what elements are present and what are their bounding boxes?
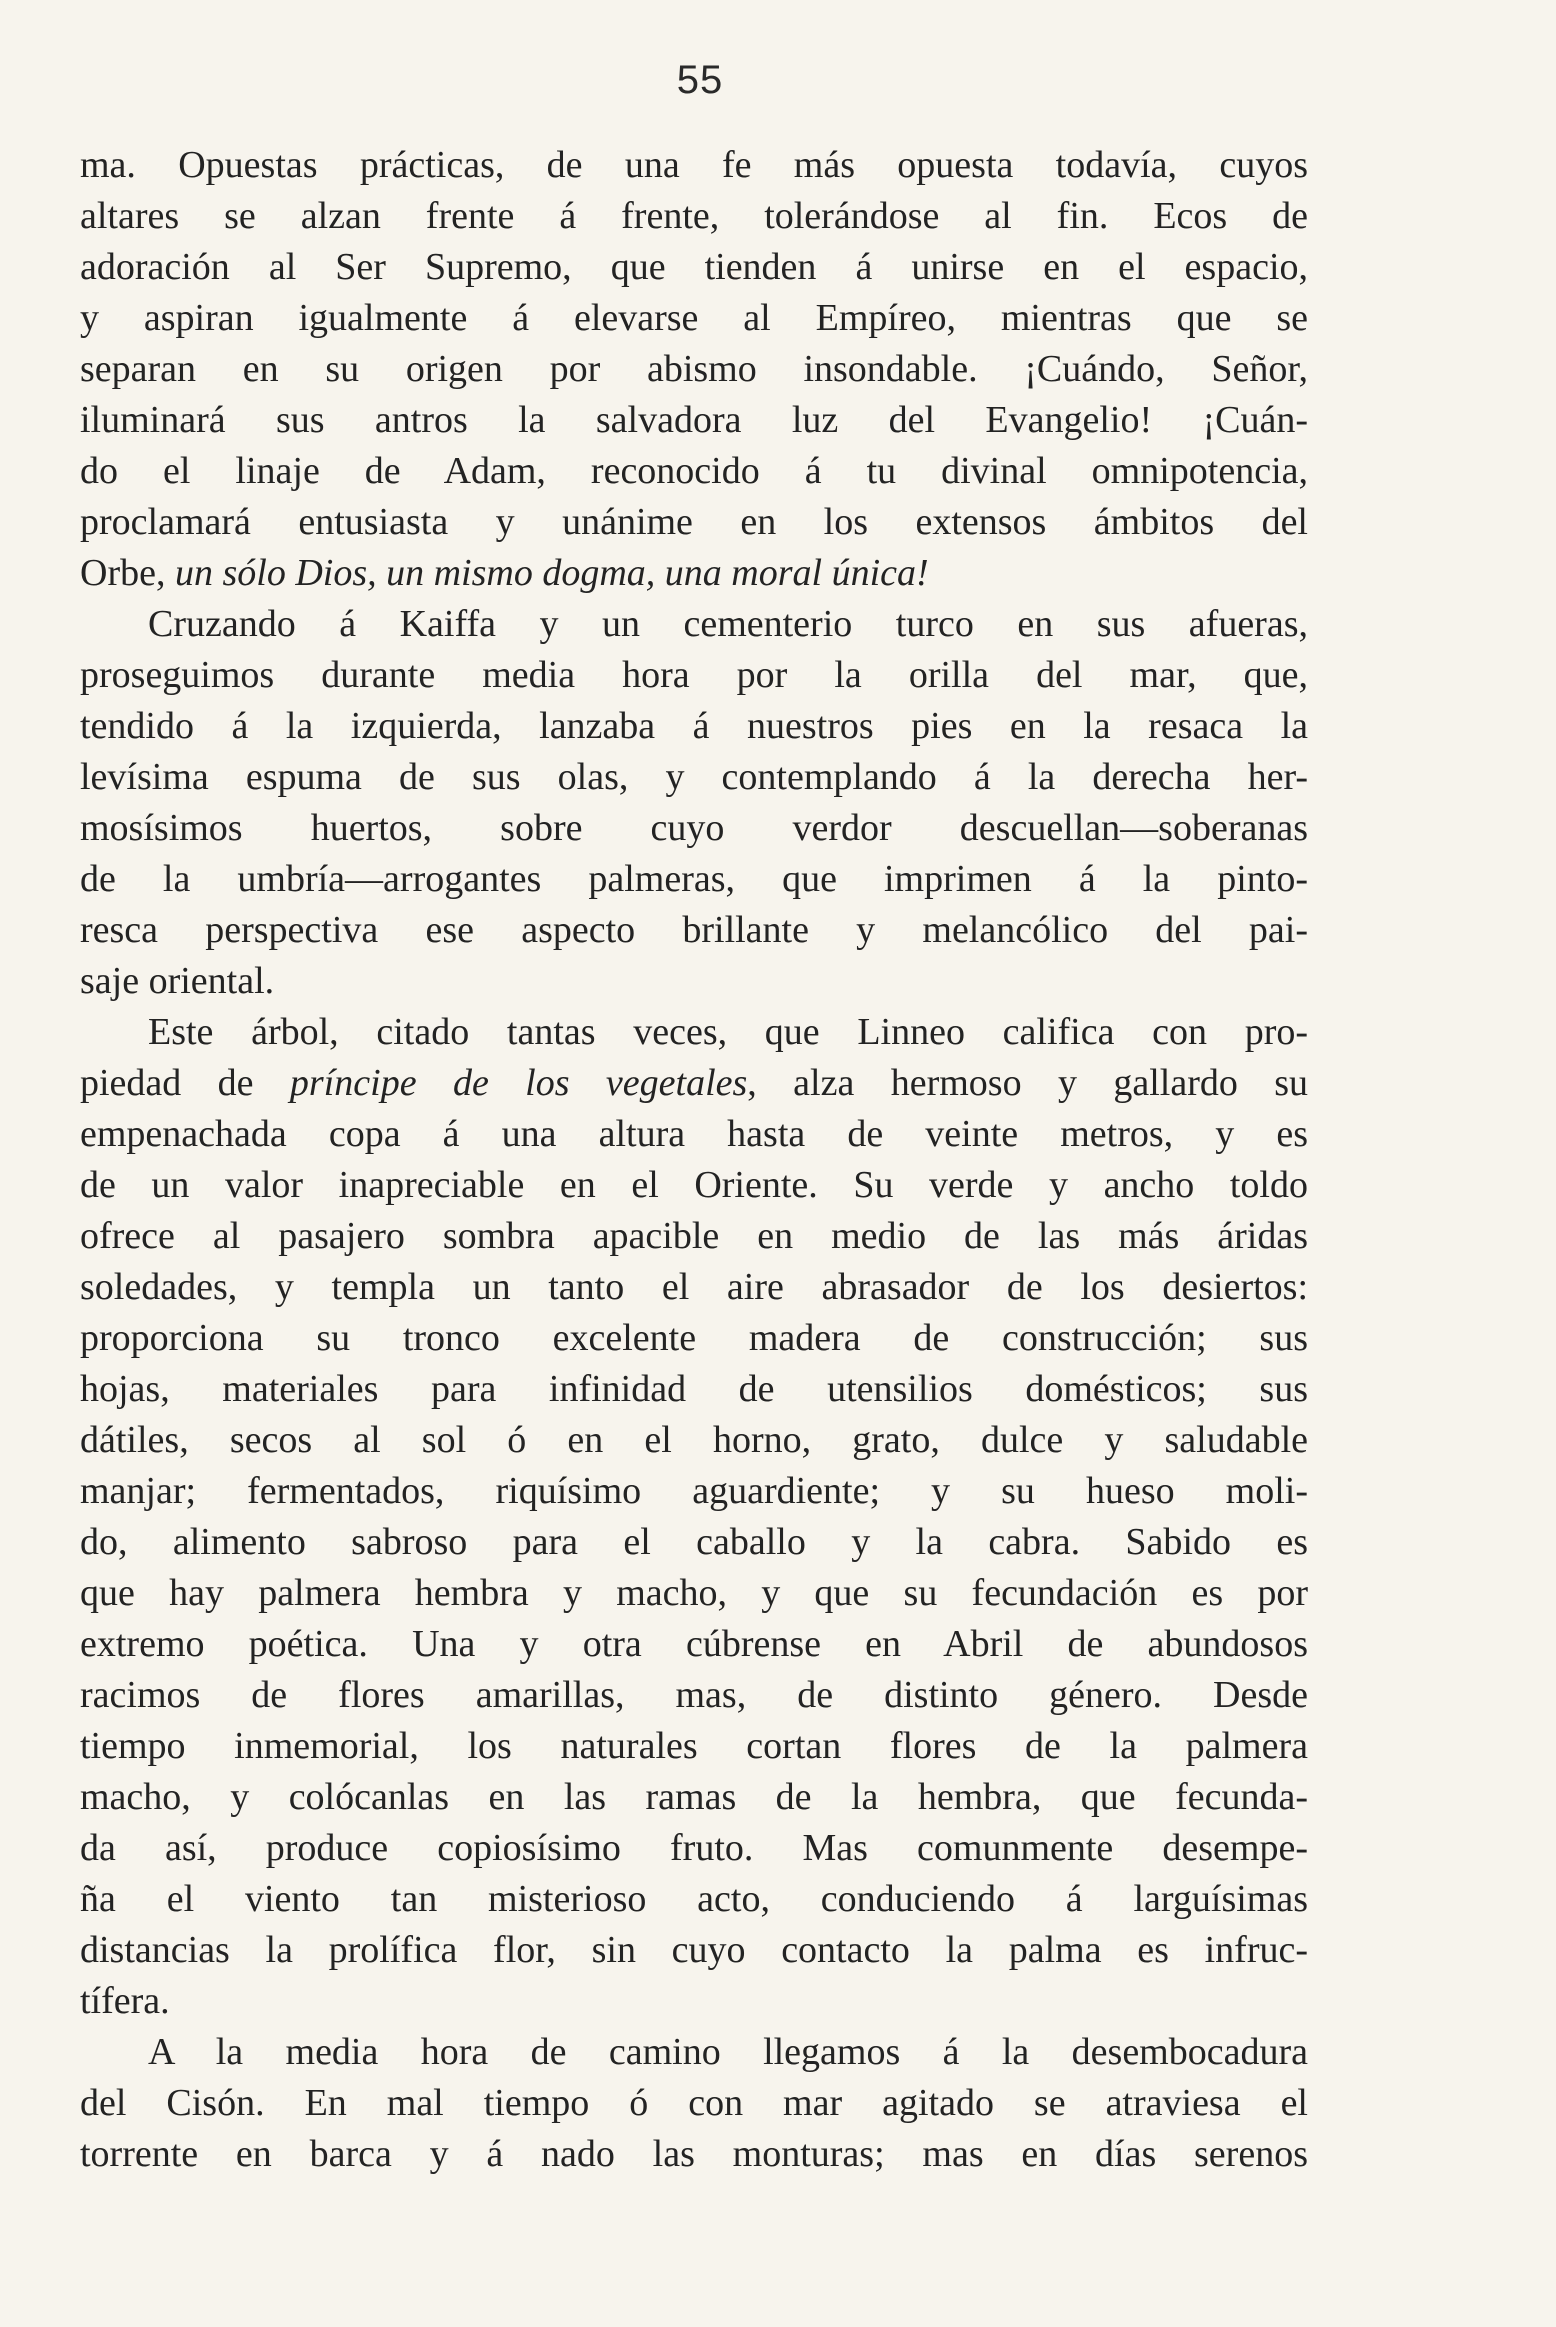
text-line: tendido á la izquierda, lanzaba á nuestros pies en la resaca la	[80, 705, 1308, 747]
text-line: ma. Opuestas prácticas, de una fe más opuesta todavía, cuyos	[80, 144, 1308, 186]
text-line: macho, y colócanlas en las ramas de la hembra, que fecunda-	[80, 1776, 1308, 1818]
text-line: del Cisón. En mal tiempo ó con mar agitado se atraviesa el	[80, 2082, 1308, 2124]
text-line: distancias la prolífica flor, sin cuyo contacto la palma es infruc-	[80, 1929, 1308, 1971]
text-run: piedad de	[80, 1062, 290, 1104]
paragraph-first-line: A la media hora de camino llegamos á la desembocadura	[148, 2031, 1308, 2073]
text-line: separan en su origen por abismo insondable. ¡Cuándo, Señor,	[80, 348, 1308, 390]
text-line: tiempo inmemorial, los naturales cortan flores de la palmera	[80, 1725, 1308, 1767]
text-line: proporciona su tronco excelente madera de construcción; sus	[80, 1317, 1308, 1359]
text-line: proclamará entusiasta y unánime en los extensos ámbitos del	[80, 501, 1308, 543]
text-line: do, alimento sabroso para el caballo y la cabra. Sabido es	[80, 1521, 1308, 1563]
text-line: dátiles, secos al sol ó en el horno, grato, dulce y saludable	[80, 1419, 1308, 1461]
text-line: adoración al Ser Supremo, que tienden á unirse en el espacio,	[80, 246, 1308, 288]
text-line: levísima espuma de sus olas, y contemplando á la derecha her-	[80, 756, 1308, 798]
text-run: , alza hermoso y gallardo su	[747, 1062, 1309, 1104]
body-text	[80, 140, 1308, 2180]
text-line: ña el viento tan misterioso acto, conduciendo á larguísimas	[80, 1878, 1308, 1920]
text-line: manjar; fermentados, riquísimo aguardiente; y su hueso moli-	[80, 1470, 1308, 1512]
text-line: racimos de flores amarillas, mas, de distinto género. Desde	[80, 1674, 1308, 1716]
page-number: 55	[676, 58, 724, 102]
text-line: resca perspectiva ese aspecto brillante y melancólico del pai-	[80, 909, 1308, 951]
italic-phrase: príncipe de los vegetales	[289, 1062, 748, 1104]
text-line: proseguimos durante media hora por la orilla del mar, que,	[80, 654, 1308, 696]
text-line: de la umbría—arrogantes palmeras, que imprimen á la pinto-	[80, 858, 1308, 900]
text-line: ofrece al pasajero sombra apacible en medio de las más áridas	[80, 1215, 1308, 1257]
text-line: altares se alzan frente á frente, tolerándose al fin. Ecos de	[80, 195, 1308, 237]
text-line: iluminará sus antros la salvadora luz del Evangelio! ¡Cuán-	[80, 399, 1308, 441]
paragraph-first-line: Cruzando á Kaiffa y un cementerio turco en sus afueras,	[148, 603, 1308, 645]
text-line: mosísimos huertos, sobre cuyo verdor descuellan—soberanas	[80, 807, 1308, 849]
text-line: saje oriental.	[80, 960, 275, 1002]
text-line: do el linaje de Adam, reconocido á tu divinal omnipotencia,	[80, 450, 1308, 492]
paragraph-first-line: Este árbol, citado tantas veces, que Linneo califica con pro-	[148, 1011, 1308, 1053]
text-line: de un valor inapreciable en el Oriente. Su verde y ancho toldo	[80, 1164, 1308, 1206]
text-line: tífera.	[80, 1980, 170, 2022]
text-line: y aspiran igualmente á elevarse al Empíreo, mientras que se	[80, 297, 1308, 339]
text-line: que hay palmera hembra y macho, y que su fecundación es por	[80, 1572, 1308, 1614]
text-line: extremo poética. Una y otra cúbrense en Abril de abundosos	[80, 1623, 1308, 1665]
text-line: hojas, materiales para infinidad de utensilios domésticos; sus	[80, 1368, 1308, 1410]
text-run: Orbe,	[80, 552, 175, 594]
text-line: soledades, y templa un tanto el aire abrasador de los desiertos:	[80, 1266, 1308, 1308]
text-line: empenachada copa á una altura hasta de veinte metros, y es	[80, 1113, 1308, 1155]
text-line	[80, 548, 1308, 599]
text-line	[80, 1058, 1308, 1109]
text-line: torrente en barca y á nado las monturas; mas en días serenos	[80, 2133, 1308, 2175]
text-line: da así, produce copiosísimo fruto. Mas comunmente desempe-	[80, 1827, 1308, 1869]
italic-phrase: un sólo Dios, un mismo dogma, una moral única!	[174, 552, 929, 594]
